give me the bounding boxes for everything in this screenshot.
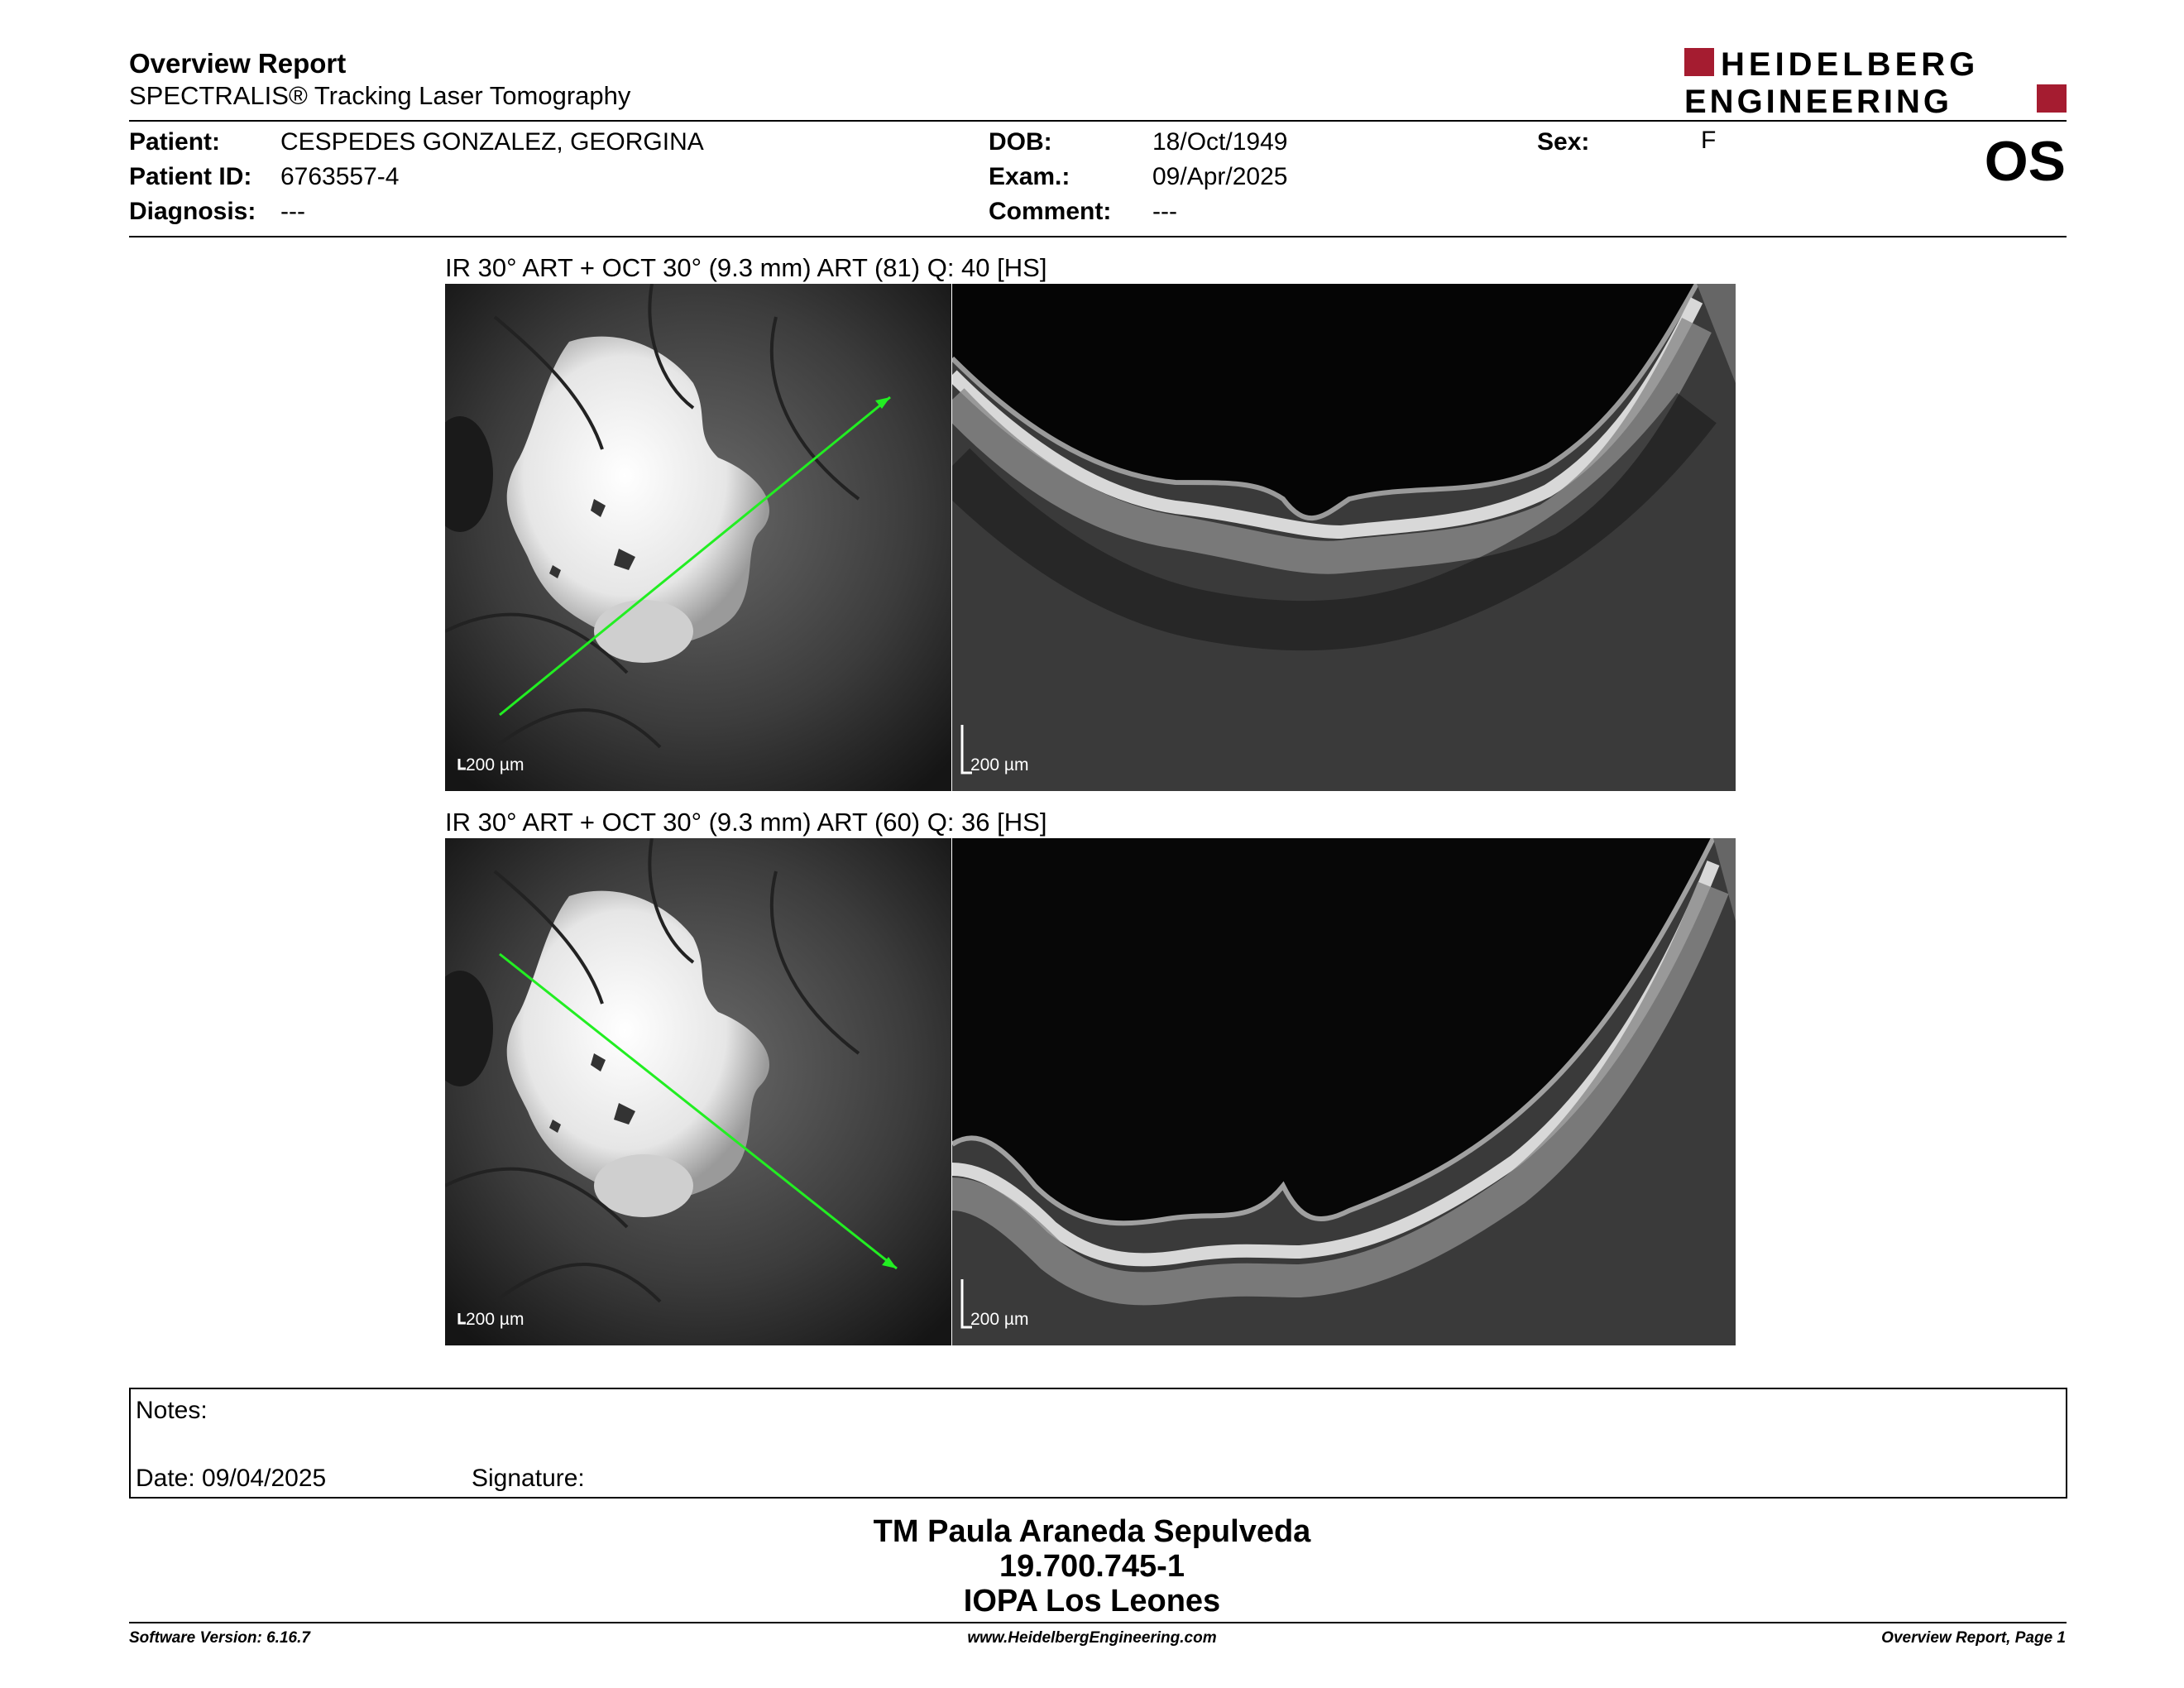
diagnosis-label: Diagnosis: [129,198,256,225]
dob-value: 18/Oct/1949 [1152,128,1288,156]
scan1-fundus-image [445,284,951,791]
logo-line2: ENGINEERING [1684,84,1953,116]
dob-label: DOB: [989,128,1052,156]
signatory-institution: IOPA Los Leones [963,1584,1221,1618]
scan2-fundus-image [445,838,951,1345]
page-indicator: Overview Report, Page 1 [1881,1629,2066,1647]
diagnosis-value: --- [280,198,305,225]
scale-bar-icon [457,1313,466,1325]
signatory-rut: 19.700.745-1 [999,1549,1185,1584]
heidelberg-logo [1684,46,2067,116]
patient-label: Patient: [129,128,221,156]
date-label: Date: 09/04/2025 [136,1465,327,1492]
website-link[interactable]: www.HeidelbergEngineering.com [967,1629,1217,1647]
signatory-name: TM Paula Araneda Sepulveda [873,1514,1311,1549]
exam-value: 09/Apr/2025 [1152,163,1288,190]
sex-label: Sex: [1537,128,1590,156]
patient-id-label: Patient ID: [129,163,252,190]
scan1-line [445,284,951,791]
scan2-line [445,838,951,1345]
scan2-fundus-scale: 200 µm [466,1310,524,1329]
scan2-caption: IR 30° ART + OCT 30° (9.3 mm) ART (60) Q: 36 [HS] [445,808,1047,837]
notes-label: Notes: [136,1397,208,1424]
scan2-oct-image [952,838,1736,1345]
patient-id: 6763557-4 [280,163,400,190]
scan2-oct-scale: 200 µm [970,1310,1029,1329]
scan1-caption: IR 30° ART + OCT 30° (9.3 mm) ART (81) Q: 40 [HS] [445,253,1047,282]
software-version: Software Version: 6.16.7 [129,1629,310,1647]
scale-bar-icon [457,759,466,770]
footer-divider [129,1622,2067,1623]
scan1-fundus-scale: 200 µm [466,755,524,774]
report-subtitle: SPECTRALIS® Tracking Laser Tomography [129,81,631,110]
info-divider [129,236,2067,237]
sex-value: F [1701,127,1717,154]
logo-line1: HEIDELBERG [1721,46,1980,83]
patient-name: CESPEDES GONZALEZ, GEORGINA [280,128,704,156]
comment-label: Comment: [989,198,1112,225]
scan1-oct-image [952,284,1736,791]
comment-value: --- [1152,198,1177,225]
exam-label: Exam.: [989,163,1070,190]
notes-box[interactable] [129,1388,2067,1499]
signature-label: Signature: [472,1465,585,1492]
report-title: Overview Report [129,48,347,79]
scan1-oct-scale: 200 µm [970,755,1029,774]
eye-indicator: OS [1984,130,2066,193]
header-divider [129,120,2067,122]
